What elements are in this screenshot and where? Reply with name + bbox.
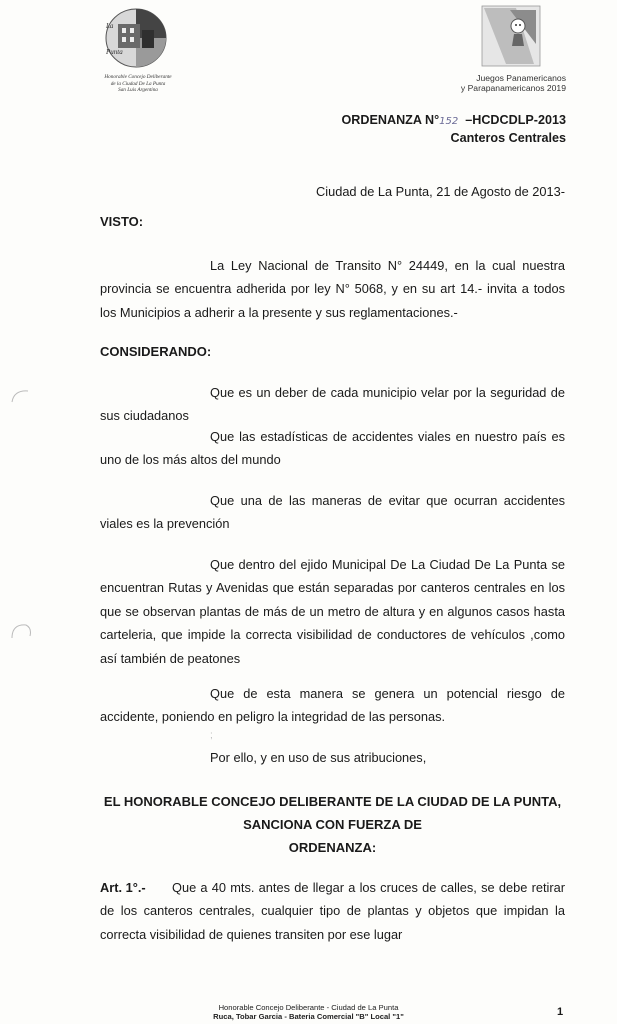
council-logo	[96, 6, 170, 68]
article-1	[100, 876, 565, 946]
ordinance-title	[318, 112, 566, 146]
paragraph-text: Que de esta manera se genera un potencial riesgo de accidente, poniendo en peligro la integridad de las personas.	[100, 686, 565, 725]
paragraph-text: Que dentro del ejido Municipal De La Ciudad De La Punta se encuentran Rutas y Avenidas que están separadas por canteros centrales en los que se observan plantas de más de un metro de altura y en algunos casos hasta carteleria, que impide la correcta visibilidad de conductores de vehículos ,como así también de peatones	[100, 557, 565, 666]
svg-text:La: La	[106, 22, 114, 30]
panamerican-games-logo	[476, 4, 546, 68]
sanciona-line: EL HONORABLE CONCEJO DELIBERANTE DE LA CIUDAD DE LA PUNTA,	[103, 794, 562, 809]
visto-paragraph	[100, 254, 565, 324]
ordinance-prefix: ORDENANZA N°	[341, 113, 440, 127]
visto-text: La Ley Nacional de Transito N° 24449, en la cual nuestra provincia se encuentra adherida por ley N° 5068, y en su art 14.- invita a todos los Municipios a adherir a la presente y sus reglamentaciones.-	[100, 258, 565, 320]
article-text: Que a 40 mts. antes de llegar a los cruces de calles, se debe retirar de los canteros centrales, cualquier tipo de plantas y objetos que impidan la correcta visibilidad de quienes transiten por ese lugar	[100, 880, 565, 942]
punch-hole-mark	[8, 386, 34, 404]
sanciona-line: ORDENANZA:	[288, 840, 377, 855]
sanciona-line: SANCIONA CON FUERZA DE	[243, 817, 422, 832]
paragraph-text: Que una de las maneras de evitar que ocurran accidentes viales es la prevención	[100, 493, 565, 532]
considerando-paragraph	[100, 746, 565, 769]
paragraph-text: Que las estadísticas de accidentes viales en nuestro país es uno de los más altos del mundo	[100, 429, 565, 468]
footer	[0, 1003, 617, 1021]
games-caption	[420, 73, 566, 93]
page-number: 1	[557, 1006, 564, 1018]
caption-line: Honorable Concejo Deliberante	[104, 74, 172, 80]
article-label: Art. 1°.-	[100, 880, 146, 895]
date-line: Ciudad de La Punta, 21 de Agosto de 2013-	[316, 184, 566, 199]
games-caption-line: Juegos Panamericanos	[476, 73, 566, 83]
considerando-paragraph	[100, 553, 565, 670]
games-caption-line: y Parapanamericanos 2019	[460, 83, 566, 93]
footer-line: Ruca, Tobar Garcia - Bateria Comercial "B" Local "1"	[213, 1012, 404, 1021]
footer-line: Honorable Concejo Deliberante - Ciudad de La Punta	[218, 1003, 399, 1012]
caption-line: de la Ciudad De La Punta	[110, 80, 166, 87]
paragraph-text: Que es un deber de cada municipio velar por la seguridad de sus ciudadanos	[100, 385, 565, 424]
punch-hole-mark	[8, 620, 34, 644]
visto-heading: VISTO:	[100, 214, 144, 229]
considerando-paragraph	[100, 489, 565, 536]
caption-line: San Luis Argentina	[118, 87, 158, 93]
ordinance-subtitle: Canteros Centrales	[450, 131, 566, 145]
considerando-heading: CONSIDERANDO:	[100, 344, 212, 359]
ordinance-number: 152	[439, 116, 459, 127]
paragraph-text: Por ello, y en uso de sus atribuciones,	[210, 750, 427, 765]
considerando-paragraph	[100, 381, 565, 428]
stray-mark: ;	[210, 730, 213, 741]
svg-text:Punta: Punta	[106, 48, 123, 56]
ordinance-suffix: –HCDCDLP-2013	[465, 113, 566, 127]
considerando-paragraph	[100, 682, 565, 729]
sanciona-block	[100, 790, 565, 859]
considerando-paragraph	[100, 425, 565, 472]
council-logo-caption	[94, 74, 182, 94]
